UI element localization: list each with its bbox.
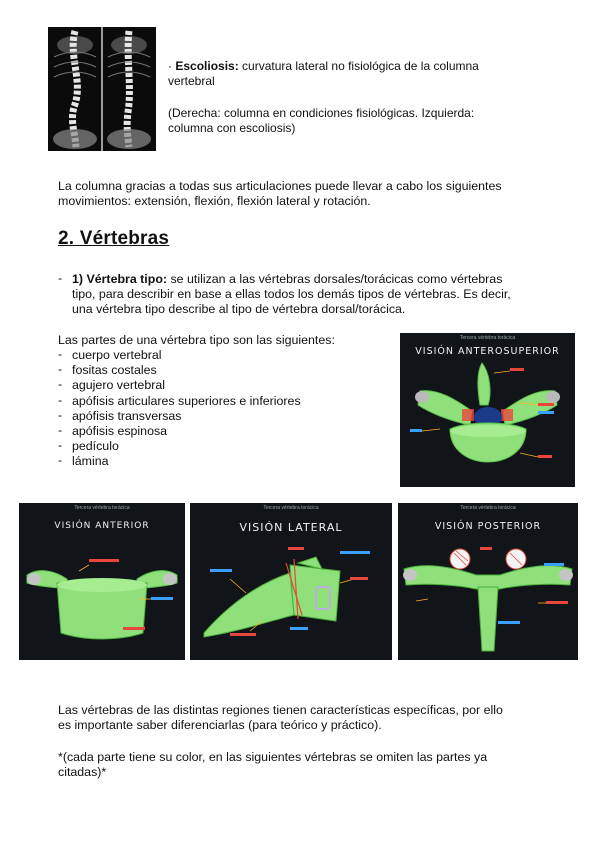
- typical-line3: una vértebra tipo describe al tipo de vértebra dorsal/torácica.: [72, 302, 406, 316]
- regions-line2: es importante saber diferenciarlas (para teórico y práctico).: [58, 718, 382, 732]
- note-line1: *(cada parte tiene su color, en las siguientes vértebras se omiten las partes ya: [58, 750, 488, 764]
- list-item: - apófisis articulares superiores e inferiores: [56, 394, 301, 409]
- section-title: 2. Vértebras: [58, 228, 170, 249]
- scoliosis-definition-text: curvatura lateral no fisiológica de la columna: [238, 59, 479, 73]
- vertebra-anterosuperior-drawing: [400, 333, 575, 487]
- figure-caption: Tercera vértebra torácica: [459, 335, 516, 341]
- figure-anterosuperior-view: [400, 333, 575, 487]
- figure-title: VISIÓN ANTEROSUPERIOR: [415, 346, 560, 357]
- list-item: - apófisis transversas: [56, 409, 301, 424]
- list-item: - apófisis espinosa: [56, 424, 301, 439]
- typical-line2: tipo, para describir en base a ellas todos los demás tipos de vértebras. Es decir,: [72, 287, 511, 301]
- vertebra-anterior-drawing: [19, 503, 185, 660]
- figure-anterior-view: [19, 503, 185, 660]
- vertebra-posterior-drawing: [398, 503, 578, 660]
- list-item: - pedículo: [56, 439, 301, 454]
- list-item: - cuerpo vertebral: [56, 348, 301, 363]
- figure-caption: Tercera vértebra torácica: [74, 505, 130, 511]
- scoliosis-caption-line1: (Derecha: columna en condiciones fisiológicas. Izquierda:: [168, 106, 475, 120]
- movements-line2: movimientos: extensión, flexión, flexión lateral y rotación.: [58, 194, 371, 208]
- scoliosis-term: Escoliosis:: [175, 59, 239, 73]
- list-item: - fositas costales: [56, 363, 301, 378]
- scoliosis-definition: · Escoliosis: curvatura lateral no fisiológica de la columna: [168, 59, 479, 73]
- typical-dash: -: [58, 271, 63, 285]
- figure-caption: Tercera vértebra torácica: [460, 505, 516, 511]
- figure-title: VISIÓN ANTERIOR: [54, 521, 150, 531]
- figure-posterior-view: [398, 503, 578, 660]
- regions-line1: Las vértebras de las distintas regiones tienen características específicas, por ello: [58, 703, 503, 717]
- scoliosis-xray-image: [48, 27, 156, 151]
- scoliosis-caption-line2: columna con escoliosis): [168, 121, 296, 135]
- vertebra-lateral-drawing: [190, 503, 392, 660]
- typical-vertebra-text: [72, 272, 552, 287]
- parts-list: [56, 348, 301, 470]
- figure-lateral-view: [190, 503, 392, 660]
- typical-line1: se utilizan a las vértebras dorsales/torácicas como vértebras: [167, 272, 503, 286]
- figure-caption: Tercera vértebra torácica: [263, 505, 319, 511]
- typical-label: 1) Vértebra tipo:: [72, 272, 168, 286]
- movements-line1: La columna gracias a todas sus articulaciones puede llevar a cabo los siguientes: [58, 179, 502, 193]
- figure-title: VISIÓN LATERAL: [239, 521, 343, 534]
- parts-intro: Las partes de una vértebra tipo son las siguientes:: [58, 333, 335, 347]
- note-line2: citadas)*: [58, 765, 107, 779]
- list-item: - lámina: [56, 454, 301, 469]
- scoliosis-definition-cont: vertebral: [168, 74, 215, 88]
- figure-title: VISIÓN POSTERIOR: [434, 521, 542, 532]
- list-item: - agujero vertebral: [56, 378, 301, 393]
